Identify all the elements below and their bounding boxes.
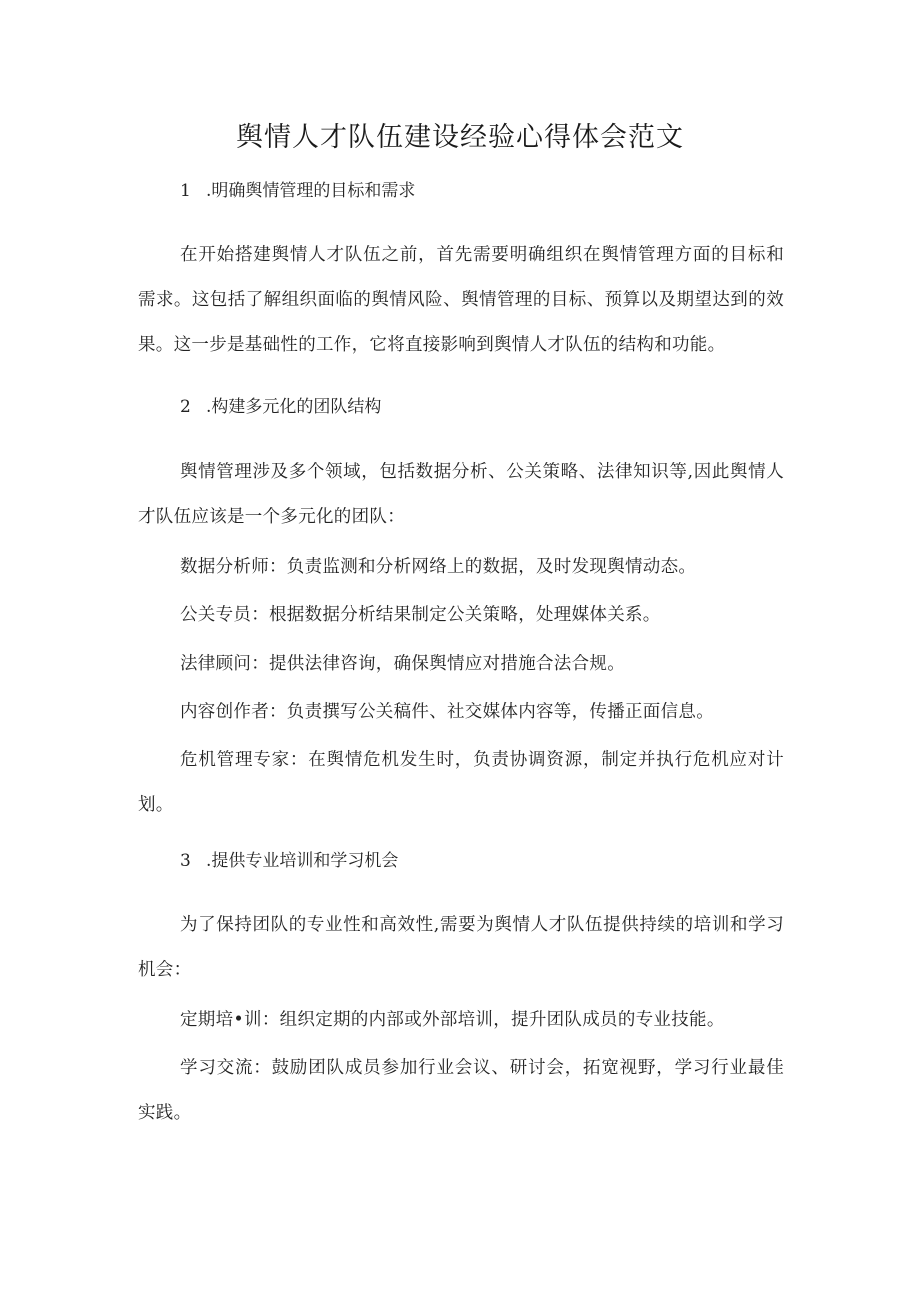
section-heading-text: .明确舆情管理的目标和需求 [206, 181, 416, 201]
paragraph: 舆情管理涉及多个领域，包括数据分析、公关策略、法律知识等,因此舆情人才队伍应该是一个多元化的团队： [138, 462, 784, 527]
list-item: 法律顾问：提供法律咨询，确保舆情应对措施合法合规。 [180, 654, 625, 674]
list-item: 内容创作者：负责撰写公关稿件、社交媒体内容等，传播正面信息。 [180, 702, 714, 722]
list-item: 定期培•训：组织定期的内部或外部培训，提升团队成员的专业技能。 [180, 1010, 725, 1030]
section-number: 2 [180, 397, 191, 417]
section-number: 1 [180, 181, 191, 201]
section-heading-3 [180, 848, 398, 874]
section-heading-1 [180, 178, 415, 204]
section-heading-text: .提供专业培训和学习机会 [206, 851, 399, 871]
paragraph: 为了保持团队的专业性和高效性,需要为舆情人才队伍提供持续的培训和学习机会： [138, 915, 784, 980]
section-heading-text: .构建多元化的团队结构 [206, 397, 382, 417]
list-item: 公关专员：根据数据分析结果制定公关策略，处理媒体关系。 [180, 605, 661, 625]
section-heading-2 [180, 394, 381, 420]
section-number: 3 [180, 851, 191, 871]
list-item: 数据分析师：负责监测和分析网络上的数据，及时发现舆情动态。 [180, 557, 697, 577]
paragraph: 在开始搭建舆情人才队伍之前，首先需要明确组织在舆情管理方面的目标和需求。这包括了解组织面临的舆情风险、舆情管理的目标、预算以及期望达到的效果。这一步是基础性的工作，它将直接影响到舆情人才队伍的结构和功能。 [138, 245, 784, 355]
document-title: 舆情人才队伍建设经验心得体会范文 [236, 122, 684, 153]
list-item: 学习交流：鼓励团队成员参加行业会议、研讨会，拓宽视野，学习行业最佳实践。 [138, 1058, 784, 1123]
list-item: 危机管理专家：在舆情危机发生时，负责协调资源，制定并执行危机应对计划。 [138, 750, 784, 815]
